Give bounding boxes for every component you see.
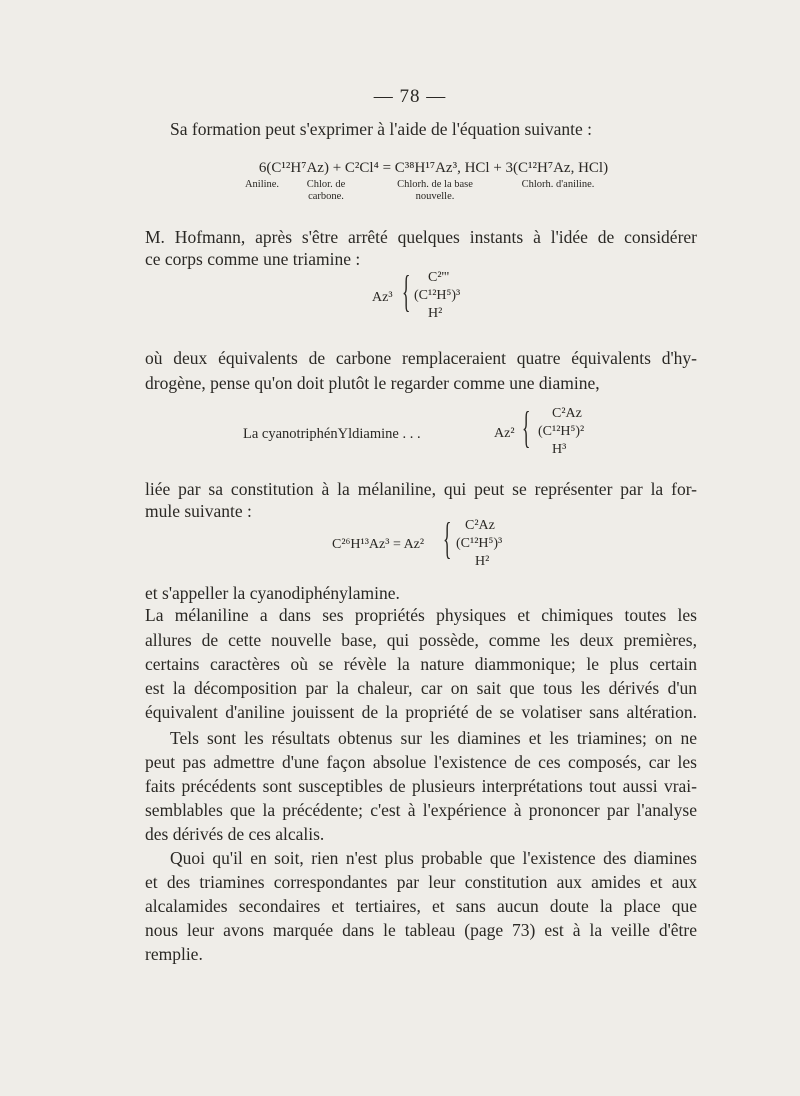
diamine-bot: H³ (552, 442, 567, 457)
melaniline-mid: (C¹²H⁵)³ (456, 536, 503, 551)
paragraph-5-line-3: certains caractères où se révèle la nature diammonique; le plus certain (145, 654, 697, 674)
paragraph-5-line-2: allures de cette nouvelle base, qui possède, comme les deux premières, (145, 630, 697, 650)
melaniline-bot: H² (475, 554, 490, 569)
paragraph-5-line-5: équivalent d'aniline jouissent de la propriété de se volatiser sans altération. (145, 702, 697, 722)
diamine-left: Az² (494, 426, 515, 441)
paragraph-3-line-2: mule suivante : (145, 501, 252, 521)
paragraph-7-line-5: remplie. (145, 944, 203, 964)
equation-label-chlorh-base: Chlorh. de la base (397, 179, 473, 190)
paragraph-7-line-3: alcalamides secondaires et tertiaires, et sans aucun doute la place que (145, 896, 697, 916)
paragraph-6-line-4: semblables que la précédente; c'est à l'expérience à prononcer par l'analyse (145, 800, 697, 820)
diamine-top: C²Az (552, 406, 582, 421)
paragraph-2-line-1: où deux équivalents de carbone remplaceraient quatre équivalents d'hy- (145, 348, 697, 368)
paragraph-7-line-4: nous leur avons marquée dans le tableau (page 73) est à la veille d'être (145, 920, 697, 940)
equation-label-carbone: carbone. (308, 191, 344, 202)
paragraph-2-line-2: drogène, pense qu'on doit plutôt le regarder comme une diamine, (145, 373, 600, 393)
equation-1: 6(C¹²H⁷Az) + C²Cl⁴ = C³⁸H¹⁷Az³, HCl + 3(C¹²H⁷Az, HCl) (258, 160, 609, 176)
equation-label-chlor: Chlor. de (306, 179, 346, 190)
triamine-left: Az³ (372, 290, 393, 305)
diamine-mid: (C¹²H⁵)² (538, 424, 585, 439)
diamine-label: La cyanotriphénYldiamine . . . (243, 426, 421, 442)
paragraph-7-line-2: et des triamines correspondantes par leur constitution aux amides et aux (145, 872, 697, 892)
paragraph-6-line-1: Tels sont les résultats obtenus sur les diamines et les triamines; on ne (170, 728, 697, 748)
equation-label-nouvelle: nouvelle. (415, 191, 455, 202)
page-number: — 78 — (373, 86, 447, 107)
triamine-mid: (C¹²H⁵)³ (414, 288, 461, 303)
intro-line: Sa formation peut s'exprimer à l'aide de l'équation suivante : (170, 119, 593, 139)
equation-label-chlorh-aniline: Chlorh. d'aniline. (521, 179, 595, 190)
triamine-bot: H² (428, 306, 443, 321)
paragraph-6-line-3: faits précédents sont susceptibles de plusieurs interprétations tout aussi vrai- (145, 776, 697, 796)
melaniline-top: C²Az (465, 518, 495, 533)
equation-label-aniline: Aniline. (244, 179, 280, 190)
paragraph-3-line-1: liée par sa constitution à la mélaniline, qui peut se représenter par la for- (145, 479, 697, 499)
triamine-brace: { (402, 267, 411, 316)
paragraph-6-line-5: des dérivés de ces alcalis. (145, 824, 325, 844)
paragraph-6-line-2: peut pas admettre d'une façon absolue l'existence de ces composés, car les (145, 752, 697, 772)
triamine-top: C²''' (428, 270, 450, 285)
paragraph-5-line-4: est la décomposition par la chaleur, car on sait que tous les dérivés d'un (145, 678, 697, 698)
melaniline-lhs: C²⁶H¹³Az³ = Az² (332, 537, 425, 552)
paragraph-1-line-1: M. Hofmann, après s'être arrêté quelques instants à l'idée de considérer (145, 227, 697, 247)
paragraph-1-line-2: ce corps comme une triamine : (145, 249, 361, 269)
paragraph-7-line-1: Quoi qu'il en soit, rien n'est plus probable que l'existence des diamines (170, 848, 697, 868)
paragraph-5-line-1: La mélaniline a dans ses propriétés physiques et chimiques toutes les (145, 605, 697, 625)
melaniline-brace: { (443, 514, 452, 563)
diamine-brace: { (522, 403, 531, 452)
paragraph-4: et s'appeller la cyanodiphénylamine. (145, 583, 400, 603)
